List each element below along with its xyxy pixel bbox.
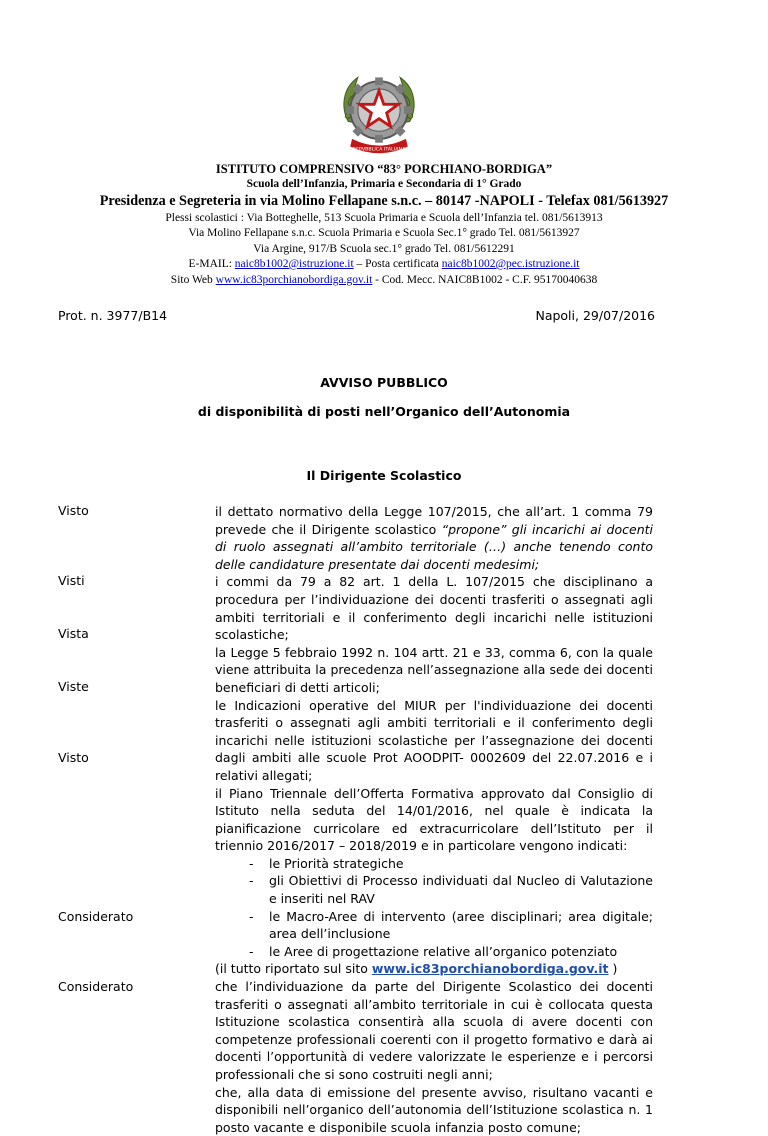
- site-reference: (il tutto riportato sul sito www.ic83porchianobordiga.gov.it ): [215, 961, 618, 977]
- list-item: - gli Obiettivi di Processo individuati dal Nucleo di Valutazione e inseriti nel RAV: [215, 872, 653, 907]
- protocol-number: Prot. n. 3977/B14: [58, 308, 168, 323]
- contact-line: [0, 258, 768, 270]
- pec-label: – Posta certificata: [353, 258, 442, 270]
- label-vista: Vista: [58, 626, 89, 641]
- site-link[interactable]: www.ic83porchianobordiga.gov.it: [371, 961, 609, 977]
- email-label: E-MAIL:: [188, 258, 235, 270]
- document-title: AVVISO PUBBLICO: [320, 375, 448, 390]
- document-date: Napoli, 29/07/2016: [535, 308, 655, 323]
- section-heading: Il Dirigente Scolastico: [306, 468, 462, 483]
- list-item: - le Macro-Aree di intervento (aree disciplinari; area digitale; area dell’inclusione: [215, 908, 653, 943]
- school-plessi-2: Via Molino Fellapane s.n.c. Scuola Primaria e Scuola Sec.1° grado Tel. 081/5613927: [188, 227, 580, 239]
- label-considerato-2: Considerato: [58, 979, 134, 994]
- label-visti: Visti: [58, 573, 85, 588]
- web-link[interactable]: www.ic83porchianobordiga.gov.it: [215, 274, 373, 286]
- label-considerato-1: Considerato: [58, 909, 134, 924]
- label-visto-2: Visto: [58, 750, 89, 765]
- school-address: Presidenza e Segreteria in via Molino Fellapane s.n.c. – 80147 -NAPOLI - Telefax 081/5613927: [99, 193, 669, 209]
- school-plessi-1: Plessi scolastici : Via Botteghelle, 513 Scuola Primaria e Scuola dell’Infanzia tel. 081/5613913: [165, 212, 603, 224]
- paragraph-visto-1: il dettato normativo della Legge 107/2015, che all’art. 1 comma 79 prevede che il Dirigente scolastico “propone” gli incarichi ai docenti di ruolo assegnati all’ambito territoriale (…) anche tenendo conto delle candidature presentate dai docenti medesimi;: [215, 504, 654, 572]
- label-visto-1: Visto: [58, 503, 89, 518]
- document-subtitle: di disponibilità di posti nell’Organico dell’Autonomia: [197, 404, 571, 419]
- web-line: [0, 274, 768, 286]
- body-column: [215, 503, 653, 1136]
- list-item: - le Aree di progettazione relative all’organico potenziato: [215, 943, 653, 961]
- paragraph-viste: le Indicazioni operative del MIUR per l'individuazione dei docenti trasferiti o assegnati agli ambiti territoriali e il conferimento degli incarichi nelle istituzioni scolastiche per l’assegnazione dei docenti dagli ambiti alle scuole Prot AOODPIT- 0002609 del 22.07.2016 e i relativi allegati;: [215, 697, 653, 783]
- label-viste: Viste: [58, 679, 89, 694]
- paragraph-visti: i commi da 79 a 82 art. 1 della L. 107/2015 che disciplinano a procedura per l’individuazione dei docenti trasferiti o assegnati agli ambiti territoriali e il conferimento degli incarichi nelle istituzioni scolastiche;: [215, 574, 653, 643]
- web-label: Sito Web: [170, 274, 216, 286]
- list-item: - le Priorità strategiche: [215, 855, 653, 873]
- school-plessi-3: Via Argine, 917/B Scuola sec.1° grado Tel. 081/5612291: [253, 243, 515, 255]
- priority-list: [215, 855, 653, 961]
- paragraph-considerato-2: che, alla data di emissione del presente avviso, risultano vacanti e disponibili nell’organico dell’autonomia dell’Istituzione scolastica n. 1 posto vacante e disponibile scuola infanzia posto comune;: [215, 1084, 653, 1135]
- paragraph-considerato-1: che l’individuazione da parte del Dirigente Scolastico dei docenti trasferiti o assegnati all’ambito territoriale in cui è collocata questa Istituzione scolastica consentirà alla scuola di avere docenti con competenze professionali coerenti con il progetto formativo e darà ai docenti l’opportunità di vedere valorizzate le esperienze e i percorsi professionali che si sono costruiti negli anni;: [215, 979, 653, 1082]
- pec-link[interactable]: naic8b1002@pec.istruzione.it: [441, 258, 580, 270]
- school-type: Scuola dell’Infanzia, Primaria e Secondaria di 1° Grado: [246, 178, 522, 190]
- italian-republic-emblem-icon: [331, 64, 427, 160]
- school-name: ISTITUTO COMPRENSIVO “83° PORCHIANO-BORDIGA”: [215, 162, 553, 176]
- codes: - Cod. Mecc. NAIC8B1002 - C.F. 95170040638: [372, 274, 598, 286]
- paragraph-vista: la Legge 5 febbraio 1992 n. 104 artt. 21 e 33, comma 6, con la quale viene attribuita la precedenza nell’assegnazione alla sede dei docenti beneficiari di detti articoli;: [215, 644, 653, 695]
- paragraph-visto-2: il Piano Triennale dell’Offerta Formativa approvato dal Consiglio di Istituto nella seduta del 14/01/2016, nel quale è indicata la pianificazione curricolare ed extracurricolare dell’Istituto per il triennio 2016/2017 – 2018/2019 e in particolare vengono indicati:: [215, 785, 653, 854]
- svg-text:REPVBBLICA ITALIANA: REPVBBLICA ITALIANA: [352, 147, 406, 153]
- email-link[interactable]: naic8b1002@istruzione.it: [234, 258, 354, 270]
